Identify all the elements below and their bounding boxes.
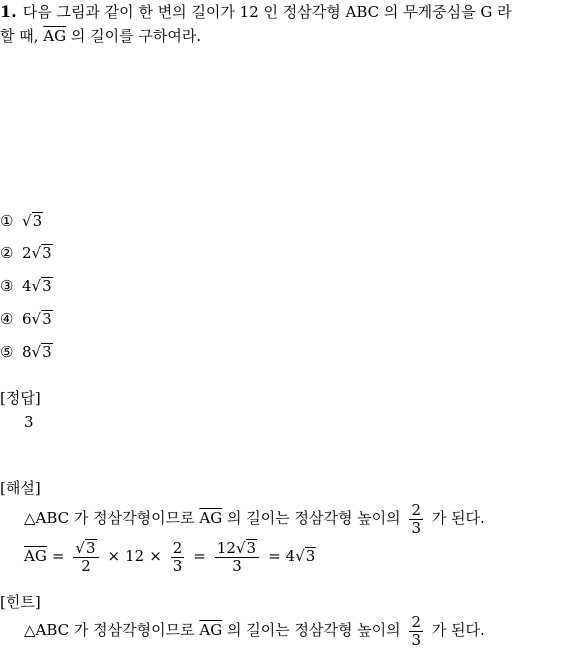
- question-text-2-prefix: 할 때,: [0, 27, 44, 45]
- coefficient: 12: [216, 539, 236, 557]
- hint-line-1: [24, 612, 485, 649]
- equals-sign: =: [51, 547, 65, 565]
- choice-coef: 6: [22, 310, 32, 328]
- equals-sign: =: [268, 547, 281, 565]
- choice-1[interactable]: [0, 210, 43, 232]
- hint-text: 가 된다.: [426, 621, 485, 639]
- segment-ag: $\overline{AG}$: [199, 621, 223, 639]
- choice-radicand: 3: [32, 212, 43, 230]
- choice-5[interactable]: [0, 341, 53, 363]
- choice-radicand: 3: [42, 343, 52, 361]
- fraction-denominator: 3: [411, 518, 421, 537]
- fraction: [409, 614, 423, 649]
- choice-marker: ④: [0, 310, 14, 328]
- equals-sign: =: [193, 547, 206, 565]
- choice-marker: ②: [0, 244, 14, 262]
- choice-marker: ①: [0, 212, 14, 230]
- fraction-denominator: 2: [81, 557, 91, 575]
- fraction-denominator: 3: [411, 630, 421, 649]
- segment-ag: $\overline{AG}$: [43, 27, 67, 45]
- hint-heading: [힌트]: [0, 593, 41, 611]
- sqrt-icon: √3: [31, 343, 52, 361]
- explanation-text: △ABC 가 정삼각형이므로: [24, 509, 200, 527]
- fraction: [73, 539, 98, 575]
- radicand: 3: [305, 547, 316, 565]
- explanation-text: 의 길이는 정삼각형 높이의: [222, 509, 406, 527]
- explanation-line-2: [24, 536, 316, 576]
- fraction-numerator: 2: [411, 612, 421, 631]
- choice-marker: ⑤: [0, 343, 14, 361]
- sqrt-icon: √: [235, 539, 246, 557]
- fraction: [409, 502, 423, 537]
- choice-coef: 8: [22, 343, 32, 361]
- question-line-1: [0, 2, 512, 22]
- question-text-1: 다음 그림과 같이 한 변의 길이가 12 인 정삼각형 ABC 의 무게중심을 G 라: [22, 3, 512, 21]
- times-sign: ×: [149, 547, 162, 565]
- fraction-denominator: 3: [232, 557, 242, 575]
- question-text-2-suffix: 의 길이를 구하여라.: [66, 27, 202, 45]
- sqrt-icon: √3: [22, 212, 43, 230]
- number: 12: [125, 547, 145, 565]
- fraction-numerator: [73, 539, 98, 558]
- hint-text: △ABC 가 정삼각형이므로: [24, 621, 200, 639]
- choice-2[interactable]: [0, 242, 53, 264]
- fraction-numerator: 2: [411, 500, 421, 519]
- fraction: [171, 540, 185, 575]
- choice-radicand: 3: [42, 277, 52, 295]
- segment-ag: $\overline{AG}$: [24, 547, 47, 565]
- sqrt-icon: √: [75, 539, 85, 557]
- sqrt-icon: √3: [31, 244, 52, 262]
- answer-heading: [정답]: [0, 389, 41, 407]
- sqrt-icon: √3: [295, 547, 316, 565]
- fraction: [215, 539, 259, 575]
- choice-3[interactable]: [0, 275, 53, 297]
- choice-coef: 4: [22, 277, 32, 295]
- explanation-line-1: [24, 500, 485, 537]
- radicand: 3: [85, 539, 96, 557]
- question-line-2: [0, 26, 201, 46]
- choice-coef: 2: [22, 244, 32, 262]
- explanation-text: 가 된다.: [426, 509, 485, 527]
- fraction-numerator: [215, 539, 259, 558]
- explanation-heading: [해설]: [0, 479, 41, 497]
- sqrt-icon: √3: [31, 277, 52, 295]
- radicand: 3: [246, 539, 257, 557]
- sqrt-icon: √3: [31, 310, 52, 328]
- segment-ag: $\overline{AG}$: [199, 509, 223, 527]
- question-number: 1.: [0, 2, 17, 21]
- answer-value: 3: [24, 413, 34, 431]
- choice-4[interactable]: [0, 308, 53, 330]
- choice-marker: ③: [0, 277, 14, 295]
- coefficient: 4: [285, 547, 296, 565]
- hint-text: 의 길이는 정삼각형 높이의: [222, 621, 406, 639]
- times-sign: ×: [107, 547, 121, 565]
- fraction-numerator: 2: [172, 538, 183, 557]
- choice-radicand: 3: [42, 244, 52, 262]
- fraction-denominator: 3: [172, 556, 183, 575]
- choice-radicand: 3: [42, 310, 52, 328]
